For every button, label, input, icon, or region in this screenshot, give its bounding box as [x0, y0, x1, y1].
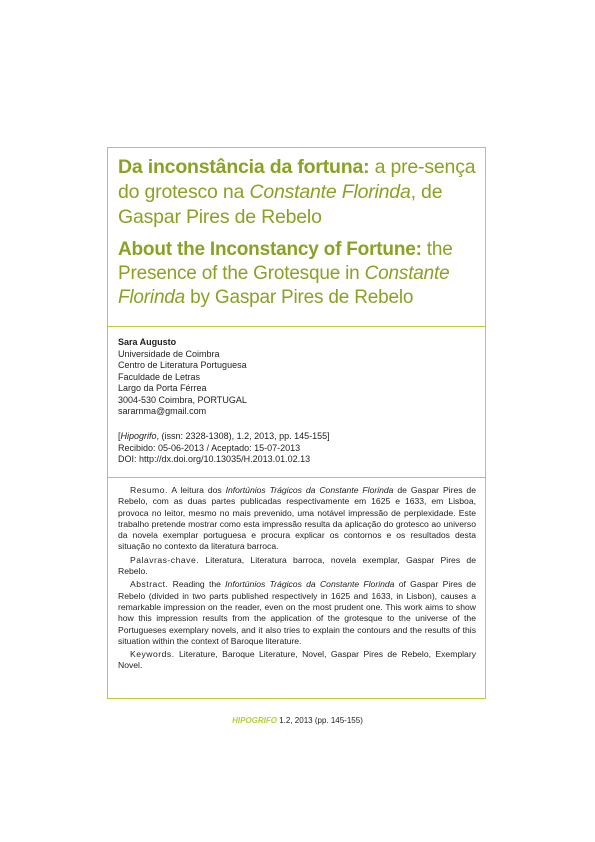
abstract-portuguese [118, 485, 476, 553]
author-affiliation-line: Largo da Porta Férrea [118, 383, 207, 393]
author-affiliation-line: 3004-530 Coimbra, PORTUGAL [118, 394, 247, 405]
title-en-italic: Constante Florinda [118, 263, 450, 308]
abstract-pt-label: Resumo. [130, 485, 168, 495]
author-block [118, 337, 478, 418]
title-en-rest2: by Gaspar Pires de Rebelo [185, 287, 414, 308]
divider-middle [107, 477, 486, 478]
footer-journal: HIPOGRIFO [232, 716, 278, 725]
keywords-portuguese [118, 555, 476, 578]
abstract-en-lead: Reading the [168, 579, 226, 590]
doi-link[interactable]: DOI: http://dx.doi.org/10.13035/H.2013.01.02.13 [118, 454, 311, 464]
abstract-pt-body: de Gaspar Pires de Rebelo, com as duas partes publicadas respectivamente em 1625 e 1633, em Lisboa, provoca no leitor, mesmo no mais prevenido, uma notável impressão de perplexidade. Este trabalho pretende mostrar como esta impressão resulta da aplicação do grotesco ao universo da novela exemplar portuguesa e procura explicar os contornos e os resultados desta situação no contexto da literatura barroca. [118, 485, 476, 552]
author-affiliation-line: Centro de Literatura Portuguesa [118, 360, 247, 370]
abstract-en-body: of Gaspar Pires de Rebelo (divided in two parts published respectively in 1625 and 1633, in Lisbon), causes a remarkable impression on the reader, even on the most prudent one. This work aims to show how this impression results from the application of the grotesque to the universe of the Portugueses exemplary novels, and it also tries to explain the contours and the results of this situation within the context of Baroque literature. [118, 579, 476, 646]
keywords-pt-body: Literatura, Literatura barroca, novela exemplar, Gaspar Pires de Rebelo. [118, 554, 476, 577]
divider-top [107, 326, 486, 327]
title-english [118, 238, 480, 310]
title-pt-italic: Constante Florinda [249, 181, 411, 203]
author-affiliation-line: Faculdade de Letras [118, 371, 201, 382]
keywords-en-body: Literature, Baroque Literature, Novel, Gaspar Pires de Rebelo, Exemplary Novel. [118, 649, 476, 671]
title-pt-bold: Da inconstância da fortuna: [118, 156, 370, 178]
author-affiliation-line: Universidade de Coimbra [118, 348, 220, 359]
abstract-pt-lead: A leitura dos [167, 485, 226, 495]
title-en-bold: About the Inconstancy of Fortune: [118, 239, 422, 260]
author-email[interactable]: sararnma@gmail.com [118, 406, 207, 416]
keywords-en-label: Keywords. [130, 649, 175, 660]
author-name: Sara Augusto [118, 337, 177, 347]
keywords-english [118, 649, 476, 672]
abstract-en-label: Abstract. [130, 579, 169, 590]
title-en-rest1: the Presence of the Grotesque in [118, 239, 453, 284]
citation [118, 431, 478, 443]
citation-rest: , (issn: 2328-1308), 1.2, 2013, pp. 145-155] [156, 431, 330, 441]
abstract-english [118, 579, 476, 647]
abstract-block [118, 485, 476, 672]
abstract-pt-italic: Infortúnios Trágicos da Constante Florinda [225, 485, 394, 495]
keywords-pt-label: Palavras-chave. [130, 554, 200, 565]
received-accepted: Recibido: 05-06-2013 / Aceptado: 15-07-2013 [118, 442, 301, 453]
title-block [118, 155, 480, 310]
citation-open: [ [118, 431, 121, 441]
page-footer [0, 716, 595, 725]
title-pt-rest2: , de Gaspar Pires de Rebelo [118, 181, 443, 228]
title-portuguese [118, 155, 480, 230]
publication-info [118, 431, 478, 466]
footer-issue: 1.2, 2013 (pp. 145-155) [277, 716, 363, 725]
citation-journal: Hipogrifo [120, 431, 157, 441]
abstract-en-italic: Infortúnios Trágicos da Constante Florinda [225, 579, 395, 590]
title-pt-rest1: a pre-sença do grotesco na [118, 156, 476, 203]
